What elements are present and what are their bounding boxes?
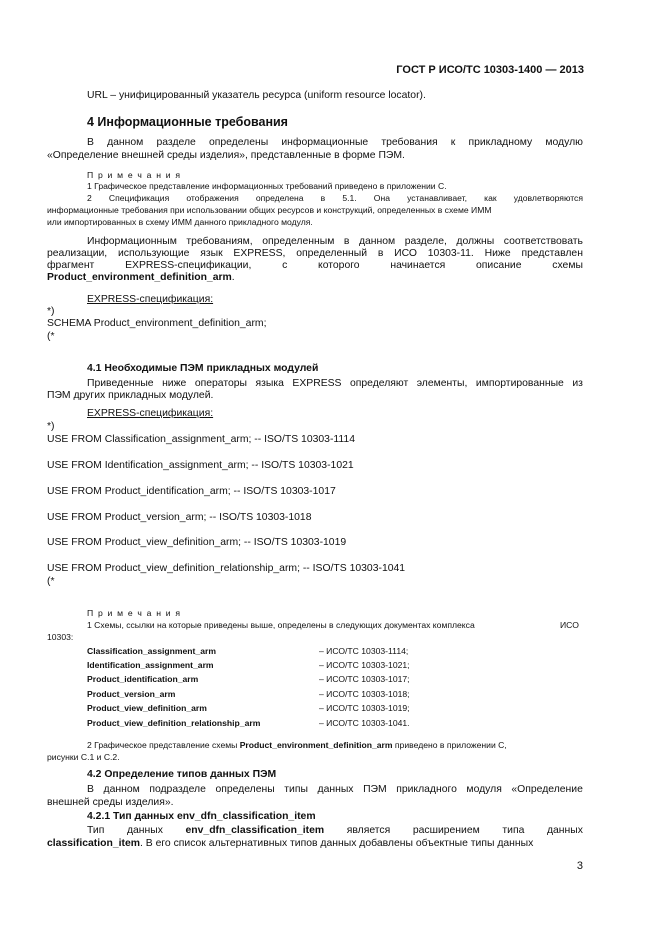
ref-schema-name: Classification_assignment_arm xyxy=(87,646,216,656)
word: Приведенные xyxy=(87,378,154,389)
word: является xyxy=(346,825,391,836)
word: импортированные xyxy=(475,378,564,389)
word: в xyxy=(377,248,384,259)
word: ниже xyxy=(162,378,187,389)
period: . xyxy=(231,272,235,283)
word: требования xyxy=(381,137,438,148)
word: в xyxy=(320,193,326,203)
sec42-paragraph-line: внешней среды изделия». xyxy=(47,797,174,808)
schema-name: Product_environment_definition_arm xyxy=(239,740,393,750)
word: отображения xyxy=(186,193,239,203)
word: использующие xyxy=(118,248,190,259)
line-text: . В его список альтернативных типов данных добавлены объектные типы данных xyxy=(139,838,534,849)
note-2-line xyxy=(87,740,507,750)
use-from-statement: USE FROM Product_version_arm; -- ISO/TS 10303-1018 xyxy=(47,512,312,523)
word: разделе, xyxy=(404,236,447,247)
word: данном xyxy=(107,137,144,148)
sec41-paragraph-line xyxy=(87,378,583,389)
schema-statement: SCHEMA Product_environment_definition_arm; xyxy=(47,318,267,329)
word: определена xyxy=(255,193,304,203)
note-1-iso: ИСО xyxy=(560,620,579,630)
express-close: (* xyxy=(47,576,55,587)
note-2-line: информационные требования при использовании общих ресурсов и конструкций, определенных в схеме ИММ xyxy=(47,205,492,215)
note-2-text: приведено в приложении С, xyxy=(392,740,507,750)
use-from-statement: USE FROM Classification_assignment_arm; -- ISO/TS 10303-1114 xyxy=(47,434,355,445)
word: данных xyxy=(317,784,354,795)
word: информационные xyxy=(281,137,369,148)
section-4-1-title: 4.1 Необходимые ПЭМ прикладных модулей xyxy=(87,363,319,374)
section-4-2-1-title: 4.2.1 Тип данных env_dfn_classification_item xyxy=(87,811,316,822)
sec41-paragraph-line: ПЭМ других прикладных модулей. xyxy=(47,390,214,401)
express-close: (* xyxy=(47,331,55,342)
ref-document: – ИСО/ТС 10303-1021; xyxy=(319,660,410,670)
note-2-line: рисунки С.1 и С.2. xyxy=(47,752,120,762)
ref-schema-name: Product_version_arm xyxy=(87,689,176,699)
word: язык xyxy=(200,248,223,259)
word: данном xyxy=(103,784,140,795)
word: EXPRESS-спецификации, xyxy=(125,260,252,271)
word: В xyxy=(87,784,94,795)
word: реализации, xyxy=(47,248,108,259)
word: представлен xyxy=(521,248,583,259)
word: устанавливает, xyxy=(407,193,468,203)
ref-document: – ИСО/ТС 10303-1041. xyxy=(319,718,410,728)
word: с xyxy=(282,260,288,271)
sec4-p2-line xyxy=(47,260,583,271)
word: модулю xyxy=(545,137,583,148)
ref-schema-name: Product_view_definition_arm xyxy=(87,703,207,713)
ref-schema-name: Product_view_definition_relationship_arm xyxy=(87,718,261,728)
word: описание xyxy=(476,260,522,271)
ref-document: – ИСО/ТС 10303-1018; xyxy=(319,689,410,699)
word: должны xyxy=(456,236,495,247)
word: EXPRESS xyxy=(292,378,342,389)
sec4-paragraph-line xyxy=(87,137,583,148)
word: элементы, xyxy=(416,378,468,389)
word: ПЭМ xyxy=(363,784,387,795)
word: расширением xyxy=(412,825,480,836)
word: определены xyxy=(215,784,275,795)
note-2-text: 2 Графическое представление схемы xyxy=(87,740,240,750)
word: определяют xyxy=(349,378,409,389)
section-4-2-title: 4.2 Определение типов данных ПЭМ xyxy=(87,769,277,780)
note-1: 1 Графическое представление информационных требований приведено в приложении С. xyxy=(87,181,447,191)
express-open: *) xyxy=(47,306,55,317)
note-2-line xyxy=(87,193,583,203)
use-from-statement: USE FROM Product_identification_arm; -- ISO/TS 10303-1017 xyxy=(47,486,336,497)
word: к xyxy=(450,137,456,148)
sec421-paragraph-line xyxy=(87,825,583,836)
url-definition: URL – унифицированный указатель ресурса (uniform resource locator). xyxy=(87,90,426,101)
word: определенным xyxy=(262,236,335,247)
page-header: ГОСТ Р ИСО/ТС 10303-1400 — 2013 xyxy=(396,64,584,76)
word: Ниже xyxy=(484,248,511,259)
word: соответствовать xyxy=(503,236,583,247)
word: В xyxy=(87,137,94,148)
type-name: env_dfn_classification_item xyxy=(185,825,325,836)
ref-document: – ИСО/ТС 10303-1114; xyxy=(319,646,409,656)
word: модуля xyxy=(466,784,502,795)
ref-schema-name: Identification_assignment_arm xyxy=(87,660,214,670)
sec4-p2-line xyxy=(87,236,583,247)
note-1-line: 1 Схемы, ссылки на которые приведены выше, определены в следующих документах комплекса xyxy=(87,620,475,630)
word: фрагмент xyxy=(47,260,95,271)
word: данных xyxy=(546,825,583,836)
word: прикладного xyxy=(396,784,457,795)
word: схемы xyxy=(552,260,583,271)
word: прикладному xyxy=(468,137,533,148)
use-from-statement: USE FROM Identification_assignment_arm; -- ISO/TS 10303-1021 xyxy=(47,460,354,471)
sec4-p2-line xyxy=(47,272,235,283)
express-open: *) xyxy=(47,421,55,432)
word: 5.1. xyxy=(342,193,357,203)
sec4-p2-line xyxy=(47,248,583,259)
word: языка xyxy=(255,378,284,389)
ref-document: – ИСО/ТС 10303-1019; xyxy=(319,703,410,713)
notes-title: П р и м е ч а н и я xyxy=(87,170,182,180)
word: Тип xyxy=(87,825,105,836)
word: требованиям, xyxy=(186,236,253,247)
note-2-line: или импортированных в схему ИММ данного прикладного модуля. xyxy=(47,217,313,227)
word: «Определение xyxy=(511,784,583,795)
word: из xyxy=(572,378,583,389)
word: ИСО xyxy=(394,248,417,259)
note-1-line: 10303: xyxy=(47,632,74,642)
word: как xyxy=(484,193,497,203)
express-spec-label: EXPRESS-спецификация: xyxy=(87,294,214,305)
word: определены xyxy=(208,137,269,148)
word: данных xyxy=(126,825,163,836)
section-4-title: 4 Информационные требования xyxy=(87,115,288,129)
word: которого xyxy=(318,260,360,271)
type-name: classification_item xyxy=(47,838,140,849)
word: Спецификация xyxy=(108,193,170,203)
word: EXPRESS, xyxy=(233,248,286,259)
word: данном xyxy=(358,236,396,247)
word: Она xyxy=(373,193,390,203)
word: типы xyxy=(284,784,308,795)
notes-title: П р и м е ч а н и я xyxy=(87,608,182,618)
use-from-statement: USE FROM Product_view_definition_arm; -- ISO/TS 10303-1019 xyxy=(47,537,347,548)
word: 2 xyxy=(87,193,92,203)
word: начинается xyxy=(390,260,446,271)
word: операторы xyxy=(194,378,248,389)
word: подразделе xyxy=(149,784,206,795)
use-from-statement: USE FROM Product_view_definition_relationship_arm; -- ISO/TS 10303-1041 xyxy=(47,563,406,574)
schema-name: Product_environment_definition_arm xyxy=(47,272,232,283)
sec421-paragraph-line xyxy=(47,838,533,849)
word: Информационным xyxy=(87,236,177,247)
ref-document: – ИСО/ТС 10303-1017; xyxy=(319,674,410,684)
word: в xyxy=(343,236,350,247)
word: удовлетворяются xyxy=(513,193,583,203)
page-number: 3 xyxy=(576,860,583,872)
ref-schema-name: Product_identification_arm xyxy=(87,674,199,684)
sec4-paragraph-line: «Определение внешней среды изделия», представленные в форме ПЭМ. xyxy=(47,150,405,161)
word: типа xyxy=(502,825,525,836)
express-spec-label: EXPRESS-спецификация: xyxy=(87,408,214,419)
word: разделе xyxy=(156,137,196,148)
sec42-paragraph-line xyxy=(87,784,583,795)
word: 10303-11. xyxy=(427,248,474,259)
word: определенный xyxy=(296,248,368,259)
